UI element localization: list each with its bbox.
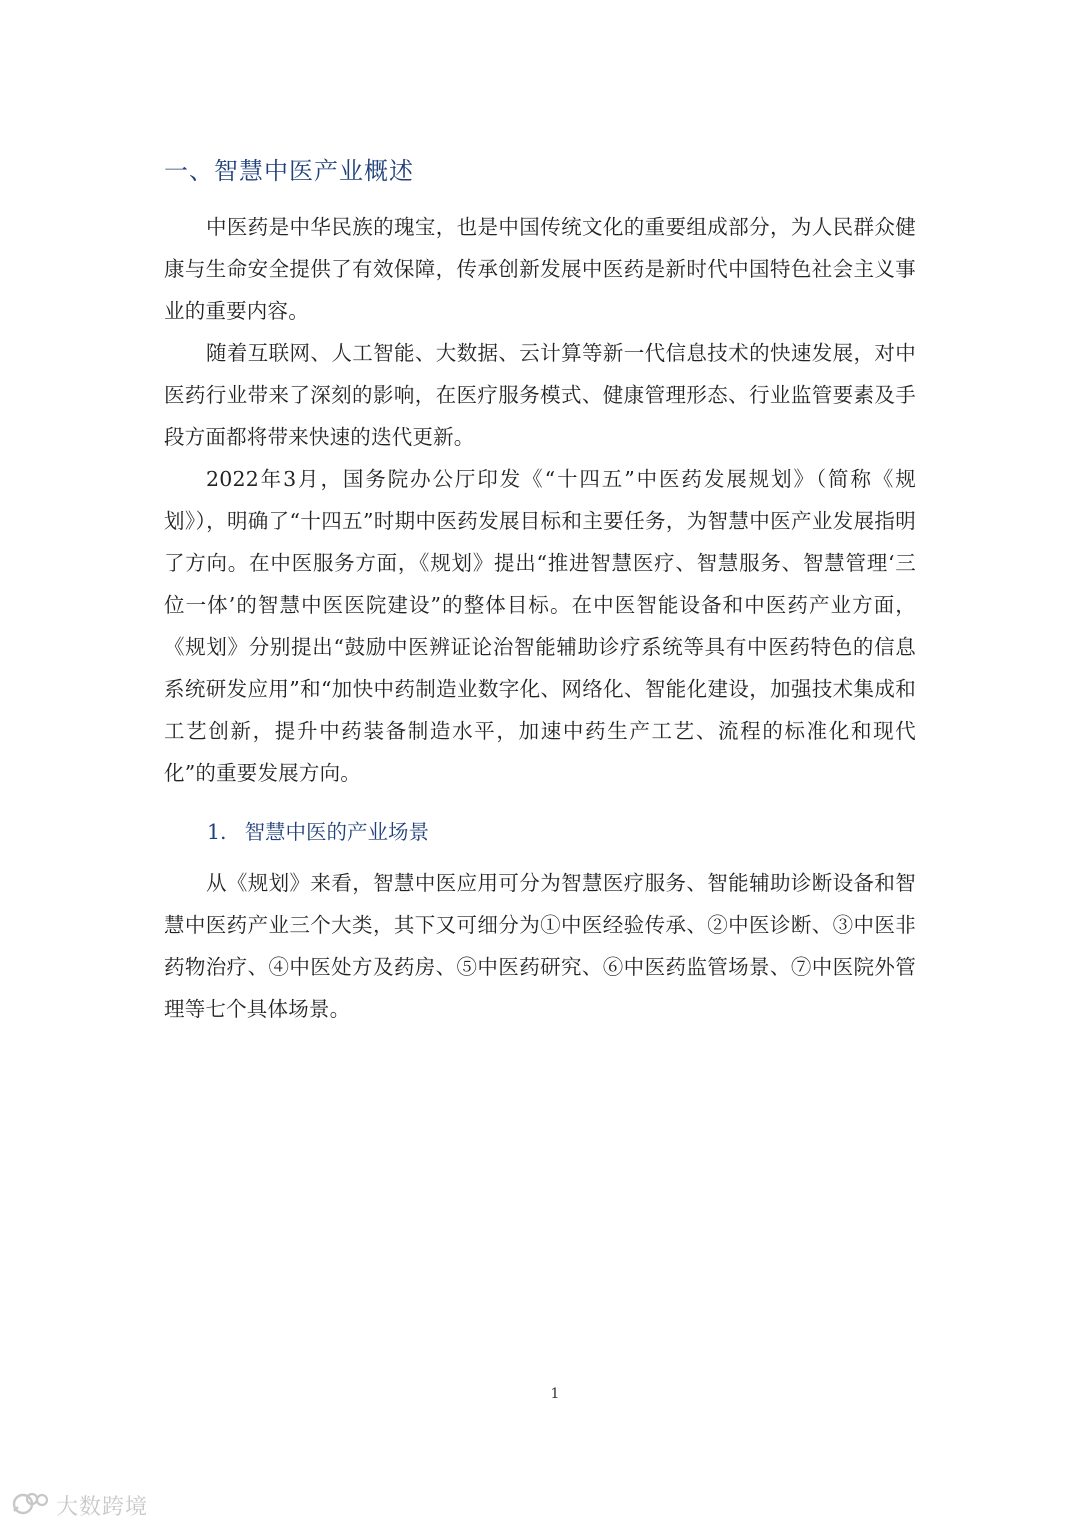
- watermark-text: 大数跨境: [56, 1495, 149, 1520]
- body-paragraph: 中医药是中华民族的瑰宝，也是中国传统文化的重要组成部分，为人民群众健康与生命安全提供了有效保障，传承创新发展中医药是新时代中国特色社会主义事业的重要内容。: [164, 215, 916, 323]
- watermark: [12, 1490, 148, 1521]
- subsection-title: 智慧中医的产业场景: [244, 820, 430, 844]
- body-paragraph: 随着互联网、人工智能、大数据、云计算等新一代信息技术的快速发展，对中医药行业带来了深刻的影响，在医疗服务模式、健康管理形态、行业监管要素及手段方面都将带来快速的迭代更新。: [164, 341, 916, 449]
- subsection-heading: [207, 814, 429, 850]
- brand-logo-icon: [12, 1491, 50, 1521]
- body-paragraph: 从《规划》来看，智慧中医应用可分为智慧医疗服务、智能辅助诊断设备和智慧中医药产业三个大类，其下又可细分为①中医经验传承、②中医诊断、③中医非药物治疗、④中医处方及药房、⑤中医药研究、⑥中医药监管场景、⑦中医院外管理等七个具体场景。: [164, 871, 916, 1021]
- section-title: 一、智慧中医产业概述: [164, 157, 414, 185]
- subsection-number: 1.: [207, 820, 227, 844]
- page-number: 1: [550, 1386, 560, 1402]
- body-paragraph: 2022年3月，国务院办公厅印发《“十四五”中医药发展规划》（简称《规划》），明确了“十四五”时期中医药发展目标和主要任务，为智慧中医产业发展指明了方向。在中医服务方面，《规划》提出“推进智慧医疗、智慧服务、智慧管理‘三位一体’的智慧中医医院建设”的整体目标。在中医智能设备和中医药产业方面，《规划》分别提出“鼓励中医辨证论治智能辅助诊疗系统等具有中医药特色的信息系统研发应用”和“加快中药制造业数字化、网络化、智能化建设，加强技术集成和工艺创新，提升中药装备制造水平，加速中药生产工艺、流程的标准化和现代化”的重要发展方向。: [164, 467, 916, 785]
